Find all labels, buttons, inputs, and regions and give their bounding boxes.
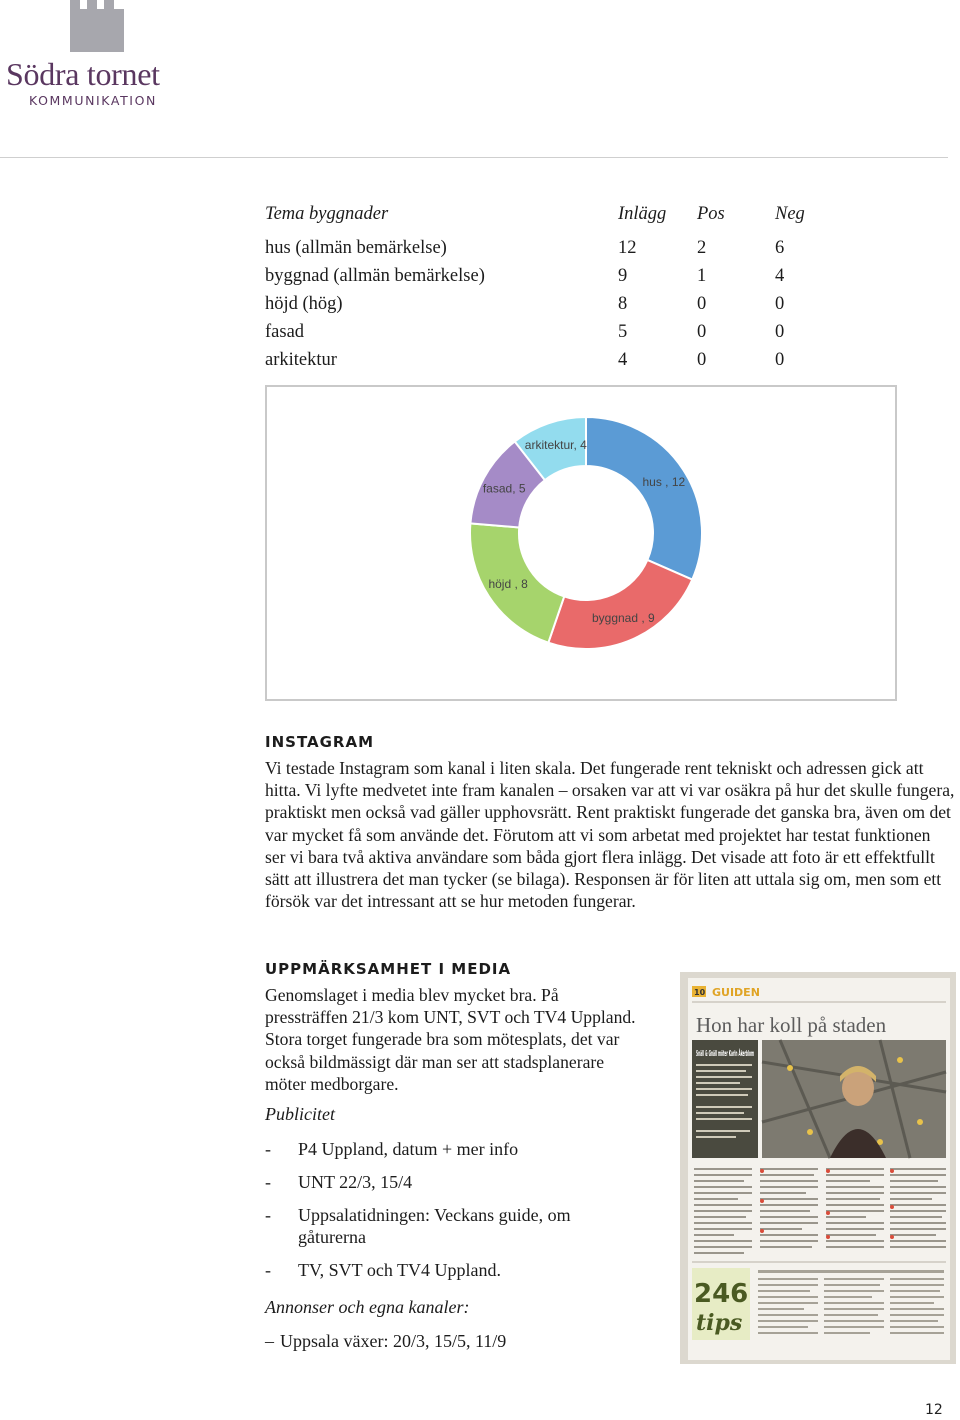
table-cell: fasad: [265, 322, 305, 342]
donut-chart-svg: [267, 387, 895, 699]
list-item-text: Uppsalatidningen: Veckans guide, om gåturerna: [298, 1205, 571, 1247]
table-cell: 0: [697, 294, 707, 314]
table-cell: 8: [618, 294, 628, 314]
table-cell: 4: [618, 350, 628, 370]
news-section: GUIDEN: [712, 986, 760, 999]
list-item: [265, 1330, 685, 1352]
donut-label-fasad: fasad, 5: [482, 481, 526, 496]
list-item: [265, 1171, 635, 1193]
header-divider: [0, 157, 948, 158]
table-row: [265, 266, 865, 294]
list-dash: –: [265, 1331, 274, 1351]
table-cell: höjd (hög): [265, 294, 343, 314]
media-text: Genomslaget i media blev mycket bra. På pressträffen 21/3 kom UNT, SVT och TV4 Uppland. Stora torget fungerade bra som mötesplats, det var också bildmässigt där man ser att stadsplanerare möter medborgare.: [265, 985, 636, 1094]
publicity-title: Publicitet: [265, 1104, 335, 1124]
news-page: 10: [694, 988, 706, 997]
list-item: [265, 1204, 635, 1248]
table-cell: 1: [697, 266, 707, 286]
table-cell: hus (allmän bemärkelse): [265, 238, 447, 258]
table-cell: 6: [775, 238, 785, 258]
list-dash: -: [265, 1172, 271, 1192]
table-cell: 0: [697, 322, 707, 342]
table-cell: 9: [618, 266, 628, 286]
donut-label-arkitektur: arkitektur, 4: [524, 438, 587, 453]
tower-icon: [70, 0, 124, 52]
table-cell: 5: [618, 322, 628, 342]
table-cell: 0: [775, 322, 785, 342]
list-item: [265, 1138, 635, 1160]
table-cell: 0: [775, 294, 785, 314]
table-cell: 12: [618, 238, 637, 258]
table-row: [265, 322, 865, 350]
news-kicker: Snäll & Gnäll möter Karin Åkerblom: [696, 1049, 755, 1058]
table-header-pos: Pos: [697, 204, 725, 224]
list-item-text: P4 Uppland, datum + mer info: [298, 1139, 519, 1159]
media-heading: UPPMÄRKSAMHET I MEDIA: [265, 960, 512, 978]
table-cell: 0: [697, 350, 707, 370]
instagram-heading: INSTAGRAM: [265, 733, 375, 751]
list-item-text: UNT 22/3, 15/4: [298, 1172, 413, 1192]
list-item-text: TV, SVT och TV4 Uppland.: [298, 1260, 502, 1280]
donut-slice-byggnad: [548, 560, 692, 649]
table-header-posts: Inlägg: [618, 204, 667, 224]
table-cell: arkitektur: [265, 350, 337, 370]
page-number: 12: [925, 1402, 943, 1418]
donut-label-hus: hus , 12: [642, 475, 686, 490]
table-row: [265, 294, 865, 322]
donut-label-byggnad: byggnad , 9: [591, 611, 655, 626]
instagram-text: Vi testade Instagram som kanal i liten skala. Det fungerade rent tekniskt och adressen gick att hitta. Vi lyfte medvetet inte fram kanalen – orsaken var att vi var osäkra på hur det skulle fungera, praktiskt men också vad gäller upphovsrätt. Rent praktiskt fungerade det ganska bra, även om det var mycket få som använde det. Förutom att vi som arbetat med projektet har testat funktionen ser vi bara två aktiva användare som båda gjort flera inlägg. Det visade att foto är ett effektfullt sätt att illustrera det man tycker (se bilaga). Responsen är för liten att uttala sig om, men som ett försök var det intressant att se hur metoden fungerar.: [265, 758, 955, 912]
logo: [2, 0, 202, 110]
table-cell: 4: [775, 266, 785, 286]
news-tips-number: 246: [694, 1279, 749, 1309]
table-cell: byggnad (allmän bemärkelse): [265, 266, 485, 286]
news-tips-word: tips: [696, 1310, 743, 1336]
list-item: [265, 1259, 635, 1281]
newspaper-clipping-image: [680, 972, 956, 1364]
list-dash: -: [265, 1205, 271, 1225]
table-row: [265, 350, 865, 378]
donut-label-höjd: höjd , 8: [488, 576, 528, 591]
list-item-text: Uppsala växer: 20/3, 15/5, 11/9: [280, 1331, 507, 1351]
ads-title: Annonser och egna kanaler:: [265, 1297, 470, 1317]
table-cell: 2: [697, 238, 707, 258]
logo-name: Södra tornet: [6, 56, 160, 92]
table-header-theme: Tema byggnader: [265, 204, 389, 224]
list-dash: -: [265, 1260, 271, 1280]
newspaper-photo: [680, 972, 956, 1364]
logo-subtitle: KOMMUNIKATION: [29, 93, 157, 108]
news-headline: Hon har koll på staden: [696, 1013, 887, 1037]
donut-chart: [265, 385, 897, 701]
list-dash: -: [265, 1139, 271, 1159]
table-row: [265, 238, 865, 266]
donut-slice-hus: [586, 417, 702, 580]
table-cell: 0: [775, 350, 785, 370]
theme-table: [265, 204, 865, 378]
table-header: [265, 204, 865, 238]
table-header-neg: Neg: [775, 204, 805, 224]
